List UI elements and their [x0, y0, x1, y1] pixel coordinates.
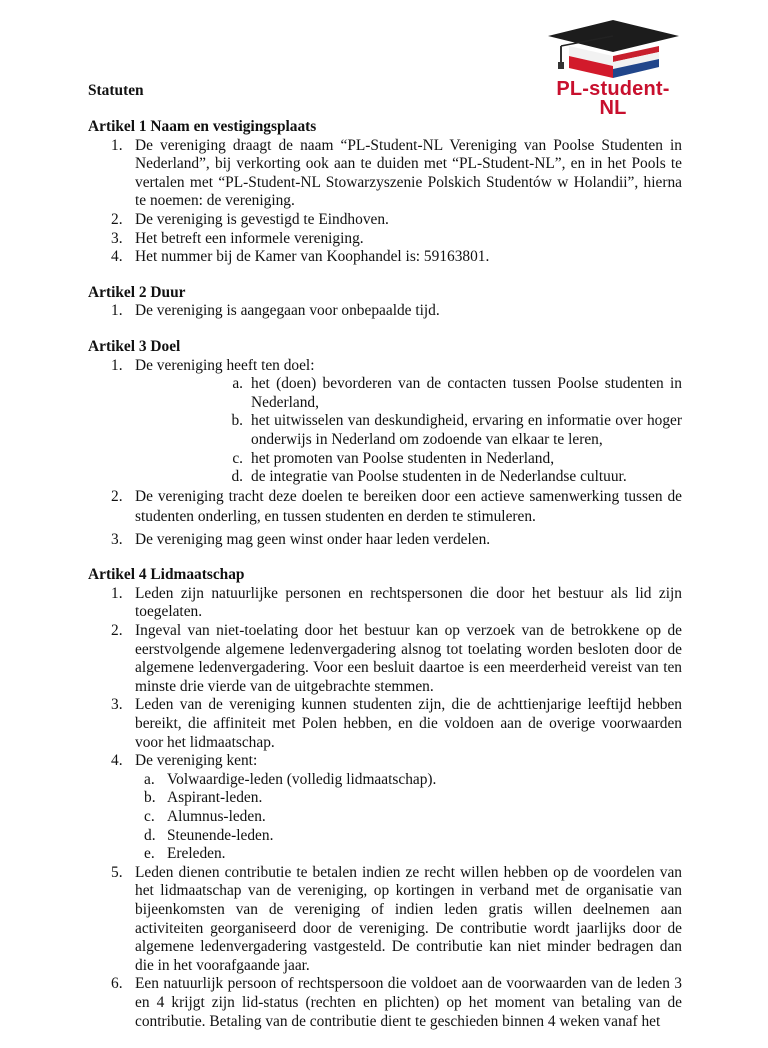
sub-list-item: b. het uitwisselen van deskundigheid, ervaring en informatie over hoger onderwijs in Nederland om zodoende van elkaar te leren, — [231, 412, 682, 448]
sub-list-item: a. het (doen) bevorderen van de contacten tussen Poolse studenten in Nederland, — [232, 375, 682, 411]
article-list — [88, 357, 682, 550]
sub-list-item: d. de integratie van Poolse studenten in de Nederlandse cultuur. — [231, 468, 627, 486]
list-item: 6. Een natuurlijk persoon of rechtspersoon die voldoet aan de voorwaarden van de leden 3 en 4 krijgt zijn lid-status (rechten en plichten) op het moment van betaling van de contributie. Betaling van de contributie dient te geschieden binnen 4 weken vanaf het — [111, 975, 682, 1030]
document-body — [88, 118, 682, 1048]
article-1 — [88, 118, 682, 267]
article-title: Artikel 2 Duur — [88, 283, 186, 301]
list-item: 3. Leden van de vereniging kunnen studenten zijn, die de achttienjarige leeftijd hebben bereikt, die affiniteit met Polen hebben, en die voldoen aan de overige voorwaarden voor het lidmaatschap. — [111, 696, 682, 751]
list-item: 1. De vereniging draagt de naam “PL-Student-NL Vereniging van Poolse Studenten in Nederland”, bij verkorting ook aan te duiden met “PL-Student-NL”, en in het Pools te vertalen met “PL-Student-NL Stowarzyszenie Polskich Studentów w Holandii”, hierna te noemen: de vereniging. — [111, 136, 682, 210]
article-title: Artikel 1 Naam en vestigingsplaats — [88, 118, 317, 135]
pl-student-nl-logo — [543, 14, 683, 119]
article-list — [88, 585, 682, 1031]
article-2 — [88, 284, 682, 321]
list-item: 4. Het nummer bij de Kamer van Koophandel is: 59163801. — [111, 248, 490, 266]
list-item: 2. De vereniging is gevestigd te Eindhoven. — [111, 210, 389, 228]
list-item: 2. Ingeval van niet-toelating door het bestuur kan op verzoek van de betrokkene op de eerstvolgende algemene ledenvergadering alsnog tot toelating worden besloten door de algemene ledenvergadering. Voor een besluit daartoe is een meerderheid vereist van ten minste drie vierde van de uitgebrachte stemmen. — [111, 622, 682, 695]
article-list — [88, 302, 682, 321]
list-item: 1. De vereniging is aangegaan voor onbepaalde tijd. — [111, 302, 440, 320]
article-4 — [88, 566, 682, 1031]
list-item: 1. De vereniging heeft ten doel: a. het (doen) bevorderen van de contacten tussen Poolse studenten in Nederland, b. het uitwisselen van deskundigheid, ervaring en informatie over hoger onderwijs in Nederland om zodoende van elkaar te leren, c. het promoten van Poolse studenten in Nederland, d. de integratie van Poolse studenten in de Nederlandse cultuur. — [111, 356, 682, 486]
sub-list-item: c. Alumnus-leden. — [144, 808, 266, 825]
sub-list-item: c. het promoten van Poolse studenten in Nederland, — [232, 449, 555, 467]
article-3 — [88, 338, 682, 549]
graduation-cap-flag-icon — [543, 14, 683, 84]
sub-list-item: b. Aspirant-leden. — [144, 789, 263, 807]
list-item: 3. Het betreft een informele vereniging. — [111, 229, 364, 247]
logo-text: PL-student-NL — [556, 78, 670, 119]
sub-list-item: a. Volwaardige-leden (volledig lidmaatschap). — [144, 770, 437, 788]
list-item: 4. De vereniging kent: a. Volwaardige-leden (volledig lidmaatschap). b. Aspirant-leden. c. Alumnus-leden. d. Steunende-leden. e. Ereleden. — [88, 752, 682, 864]
sub-list — [135, 375, 682, 487]
list-item: 3. De vereniging mag geen winst onder haar leden verdelen. — [111, 530, 491, 548]
article-title: Artikel 3 Doel — [88, 337, 181, 355]
list-item: 5. Leden dienen contributie te betalen indien ze recht willen hebben op de voordelen van het lidmaatschap van de vereniging, op kortingen in verband met de organisatie van bijeenkomsten van de vereniging of indien leden gratis willen deelnemen aan activiteiten georganiseerd door de vereniging. De contributie wordt jaarlijks door de algemene ledenvergadering vastgesteld. De contributie kan niet minder bedragen dan die in het voorafgaande jaar. — [111, 863, 682, 974]
article-list — [88, 137, 682, 267]
list-item: 2. De vereniging tracht deze doelen te bereiken door een actieve samenwerking tussen de studenten onderling, en tussen studenten en derden te stimuleren. — [111, 487, 682, 526]
sub-list-item: e. Ereleden. — [144, 845, 226, 863]
sub-list-item: d. Steunende-leden. — [144, 826, 274, 844]
sub-list — [88, 771, 682, 864]
list-item: 1. Leden zijn natuurlijke personen en rechtspersonen die door het bestuur als lid zijn toegelaten. — [111, 584, 682, 621]
document-title: Statuten — [88, 82, 144, 99]
article-title: Artikel 4 Lidmaatschap — [88, 566, 245, 584]
